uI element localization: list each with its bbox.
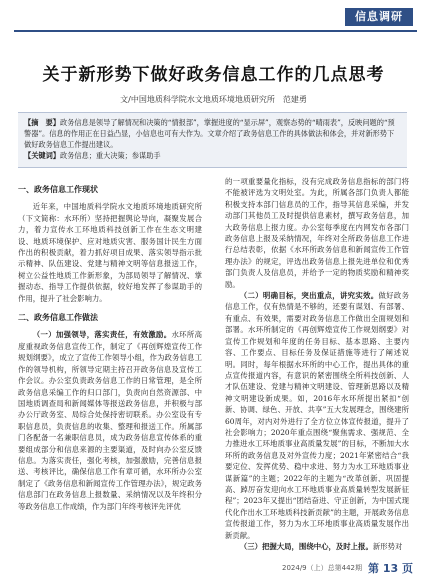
section-heading-1: 一、政务信息工作现状	[18, 185, 98, 194]
paragraph: 的一项重要量化指标，没有完成政务信息指标的部门将不能被评选为文明处室。为此，所属各部门负责人都能积极支持本部门信息员的工作，指导其信息采编，并发动部门其他员工及时提供信息素材，撰写政务信息，加大政务信息上报力度。办公室每季度在内网发布各部门政务信息上报及采纳情况，年终对全所政务信息工作进行总结表彰，依据《水环所政务信息和新闻宣传工作管理办法》的规定，评选出政务信息上报先进单位和优秀部门负责人及信息员，并给予一定的物质奖励和精神奖励。	[225, 177, 409, 289]
paragraph	[225, 541, 409, 552]
page-label: 第	[368, 562, 379, 575]
page-number-value: 13	[382, 562, 399, 575]
article-title: 关于新形势下做好政务信息工作的几点思考	[42, 65, 385, 85]
header-bar	[0, 0, 427, 34]
subheading: （三）把握大局，围绕中心，及时上报。	[239, 542, 373, 551]
abstract	[24, 117, 401, 150]
paragraph	[225, 290, 409, 541]
abstract-box	[18, 112, 407, 168]
paragraph-text: 水环所高度重视政务信息宣传工作，制定了《再创辉煌宣传工作规划纲要》，成立了宣传工作领导小组，作为政务信息工作的领导机构，所领导定期主持召开政务信息及宣传工作会议。办公室负责政务信息工作的日常管理，是全所政务信息采编工作的归口部门，负责向自然资源部、中国地质调查局和新闻媒体等报送政务信息，并积极与部办公厅政务室、局综合处保持密切联系。办公室设有专职信息员，负责信息的收集、整理和报送工作。所属部门各配备一名兼职信息员，成为政务信息宣传体系的重要组成部分和信息来源的主要渠道，及时向办公室反馈信息。为落实责任，强化考核，加强激励，完善信息报送、考核评比，确保信息工作有章可循，水环所办公室制定了《政务信息和新闻宣传工作管理办法》，规定政务信息部门在政务信息上报数量、采纳情况以及年终积分等政务信息工作成绩，作为部门年终考核评先评优	[18, 330, 202, 511]
keywords	[24, 150, 401, 161]
right-column	[225, 176, 409, 552]
paragraph-text: 新形势对	[372, 542, 403, 551]
issue-info: 2024/9（上）总第442期	[282, 564, 362, 572]
page-footer	[282, 560, 413, 576]
article-author: 文/中国地质科学院水文地质环境地质研究所 范建勇	[120, 95, 307, 104]
paragraph: 近年来，中国地质科学院水文地质环境地质研究所（下文简称：水环所）坚持把握舆论导向，凝聚发展合力，着力宣传水工环地质科技创新工作在生态文明建设、地质环境保护、应对地质灾害、服务国计民生方面作出的积极贡献，着力抓好项目成果、落实领导指示批示精神、队伍建设、党建与精神文明等信息报送工作，树立公益性地质工作新形象，为部局领导了解情况、掌握动态、指导工作提供依据，较好地发挥了参谋助手的作用，提升了社会影响力。	[18, 202, 202, 303]
left-column	[18, 176, 202, 512]
abstract-text: 政务信息是领导了解情况和决策的“情报部”，掌握进度的“显示屏”，观察态势的“晴雨表”，反映问题的“预警器”。信息的作用正在日益凸显，小信息也可有大作为。文章介绍了政务信息工作的具体做法和体会，并对新形势下做好政务信息工作提出建议。	[24, 118, 395, 149]
subheading: （一）加强领导，落实责任，有效激励。	[32, 330, 172, 340]
page-number	[368, 560, 413, 576]
body-columns	[18, 176, 409, 554]
page-unit: 页	[402, 562, 413, 575]
keywords-label: 【关键词】	[24, 151, 60, 160]
abstract-label: 【摘 要】	[24, 118, 60, 127]
header-rule	[14, 30, 417, 32]
paragraph-text: 做好政务信息工作，仅有热情是不够的，还要有谋划、有部署、有重点、有效果，需要对政务信息工作做出全面规划和部署。水环所制定的《再创辉煌宣传工作规划纲要》对宣传工作规划和年度的任务目标、基本思路、主要内容、工作要点、目标任务及保证措施等进行了阐述说明。同时，每年根据水环所的中心工作，提出具体的重点宣传报道内容，有意识的紧密围绕全所科技创新、人才队伍建设、党建与精神文明建设、管理新思路以及精神文明建设新成果。如，2016年水环所提出紧扣“创新、协调、绿色、开放、共享”五大发展理念，围绕建所60周年，对内对外进行了全方位立体宣传报道，提升了社会影响力；2020年重点围绕“聚焦需求、强规范、全力推进水工环地质事业高质量发展”的目标，不断加大水环所的政务信息及对外宣传力度；2021年紧密结合“我要定位、发挥优势、稳中求进、努力为水工环地质事业谋新篇”的主题；2022年的主题为“改革创新、巩固提高、踔厉奋发迎向水工环地质事业高质量转型发展新征程”；2023年又提出“团结奋进、守正创新，为中国式现代化作出水工环地质科技新贡献”的主题，开展政务信息宣传报道工作，努力为水工环地质事业高质量发展作出新贡献。	[225, 291, 409, 540]
section-tag: 信息调研	[345, 8, 413, 26]
section-heading-2: 二、政务信息工作做法	[18, 313, 98, 323]
subheading: （二）明确目标，突出重点，讲究实效。	[239, 291, 379, 301]
keywords-text: 政务信息；重大决策；参谋助手	[59, 151, 161, 160]
paragraph	[18, 329, 202, 512]
